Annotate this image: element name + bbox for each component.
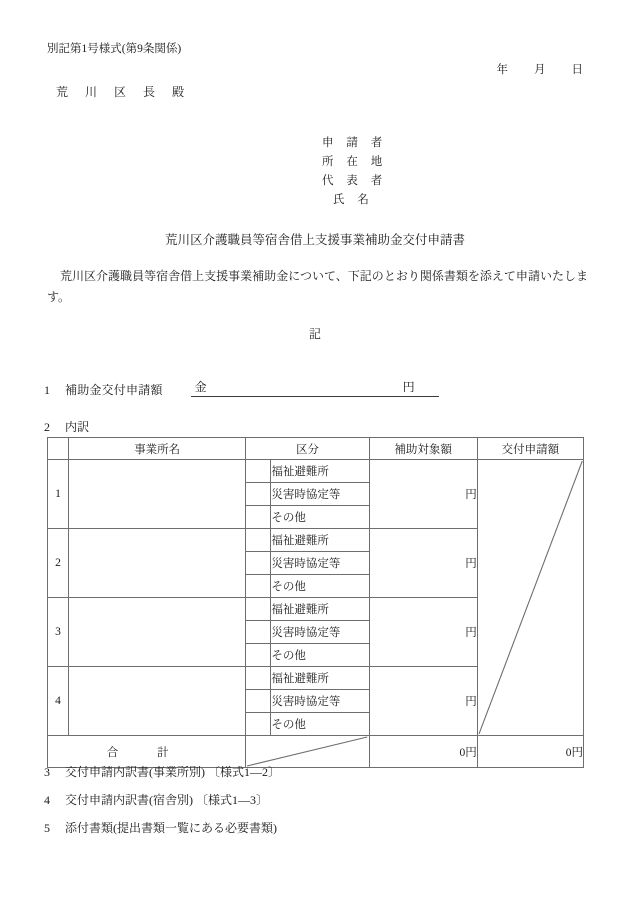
row-index-4: 4 <box>48 667 69 736</box>
category-label-2-0: 福祉避難所 <box>271 529 369 552</box>
form-code: 別記第1号様式(第9条関係) <box>47 43 182 55</box>
category-checkbox-3-0[interactable] <box>246 598 271 621</box>
attachment-list <box>44 765 280 849</box>
row-index-2: 2 <box>48 529 69 598</box>
tail-number-4: 4 <box>44 793 50 807</box>
date-month-label: 月 <box>534 64 546 76</box>
category-label-1-0: 福祉避難所 <box>271 460 369 483</box>
category-label-1-2: その他 <box>271 506 369 529</box>
applicant-label-address: 所 在 地 <box>322 156 388 168</box>
diagonal-strike-icon <box>478 460 583 735</box>
applicant-label-applicant: 申 請 者 <box>322 137 388 149</box>
category-checkbox-2-1[interactable] <box>246 552 271 575</box>
item-1-label: 補助金交付申請額 <box>65 383 163 397</box>
item-2-label-line <box>44 418 89 435</box>
item-1-amount-input[interactable] <box>191 380 439 397</box>
category-checkbox-4-2[interactable] <box>246 713 271 736</box>
addressee: 荒 川 区 長 殿 <box>56 85 192 99</box>
target-amount-2[interactable]: 円 <box>369 529 477 598</box>
category-label-3-1: 災害時協定等 <box>271 621 369 644</box>
date-day-label: 日 <box>571 64 583 76</box>
col-header-target-amount: 補助対象額 <box>369 438 477 460</box>
body-paragraph: 荒川区介護職員等宿舎借上支援事業補助金について、下記のとおり関係書類を添えて申請いたします。 <box>47 269 588 304</box>
category-checkbox-4-0[interactable] <box>246 667 271 690</box>
applicant-block <box>322 134 387 210</box>
category-checkbox-2-2[interactable] <box>246 575 271 598</box>
request-amount-merged-diagonal <box>477 460 583 736</box>
date-year-label: 年 <box>496 64 508 76</box>
category-checkbox-4-1[interactable] <box>246 690 271 713</box>
tail-number-5: 5 <box>44 821 50 835</box>
target-amount-4[interactable]: 円 <box>369 667 477 736</box>
applicant-label-representative: 代 表 者 <box>322 175 388 187</box>
diagonal-strike-icon <box>246 736 368 767</box>
amount-suffix-yen: 円 <box>402 380 415 394</box>
list-item <box>44 821 280 836</box>
list-item <box>44 793 280 808</box>
ki-marker: 記 <box>308 327 321 341</box>
table-row <box>48 460 584 483</box>
tail-text-4: 交付申請内訳書(宿舎別) 〔様式1—3〕 <box>65 793 268 807</box>
category-checkbox-1-0[interactable] <box>246 460 271 483</box>
total-target-amount: 0円 <box>369 736 477 768</box>
table-total-row <box>48 736 584 768</box>
item-2-label: 内訳 <box>65 420 90 434</box>
target-amount-3[interactable]: 円 <box>369 598 477 667</box>
facility-name-input-2[interactable] <box>69 529 246 598</box>
category-checkbox-1-2[interactable] <box>246 506 271 529</box>
item-1-number: 1 <box>44 383 50 397</box>
category-checkbox-3-1[interactable] <box>246 621 271 644</box>
applicant-label-name: 氏 名 <box>333 194 374 206</box>
total-request-amount: 0円 <box>477 736 583 768</box>
total-label: 合 計 <box>48 736 246 768</box>
breakdown-table-wrap <box>47 437 584 768</box>
facility-name-input-3[interactable] <box>69 598 246 667</box>
category-label-4-1: 災害時協定等 <box>271 690 369 713</box>
category-label-1-1: 災害時協定等 <box>271 483 369 506</box>
col-header-request-amount: 交付申請額 <box>477 438 583 460</box>
item-2-number: 2 <box>44 420 50 434</box>
col-header-facility-name: 事業所名 <box>69 438 246 460</box>
date-line <box>497 61 584 77</box>
page-title: 荒川区介護職員等宿舎借上支援事業補助金交付申請書 <box>164 233 465 247</box>
tail-text-5: 添付書類(提出書類一覧にある必要書類) <box>65 821 277 835</box>
facility-name-input-4[interactable] <box>69 667 246 736</box>
tail-text-3: 交付申請内訳書(事業所別) 〔様式1—2〕 <box>65 765 280 779</box>
amount-prefix-kin: 金 <box>194 380 207 394</box>
category-label-3-2: その他 <box>271 644 369 667</box>
facility-name-input-1[interactable] <box>69 460 246 529</box>
col-header-index <box>48 438 69 460</box>
tail-number-3: 3 <box>44 765 50 779</box>
breakdown-table <box>47 437 584 768</box>
target-amount-1[interactable]: 円 <box>369 460 477 529</box>
row-index-1: 1 <box>48 460 69 529</box>
category-label-3-0: 福祉避難所 <box>271 598 369 621</box>
col-header-category: 区分 <box>246 438 369 460</box>
category-checkbox-1-1[interactable] <box>246 483 271 506</box>
category-label-4-0: 福祉避難所 <box>271 667 369 690</box>
total-category-diagonal <box>246 736 369 768</box>
list-item <box>44 765 280 780</box>
category-label-2-2: その他 <box>271 575 369 598</box>
category-checkbox-3-2[interactable] <box>246 644 271 667</box>
table-header-row <box>48 438 584 460</box>
row-index-3: 3 <box>48 598 69 667</box>
category-checkbox-2-0[interactable] <box>246 529 271 552</box>
item-1-amount-line <box>44 380 439 398</box>
category-label-4-2: その他 <box>271 713 369 736</box>
category-label-2-1: 災害時協定等 <box>271 552 369 575</box>
